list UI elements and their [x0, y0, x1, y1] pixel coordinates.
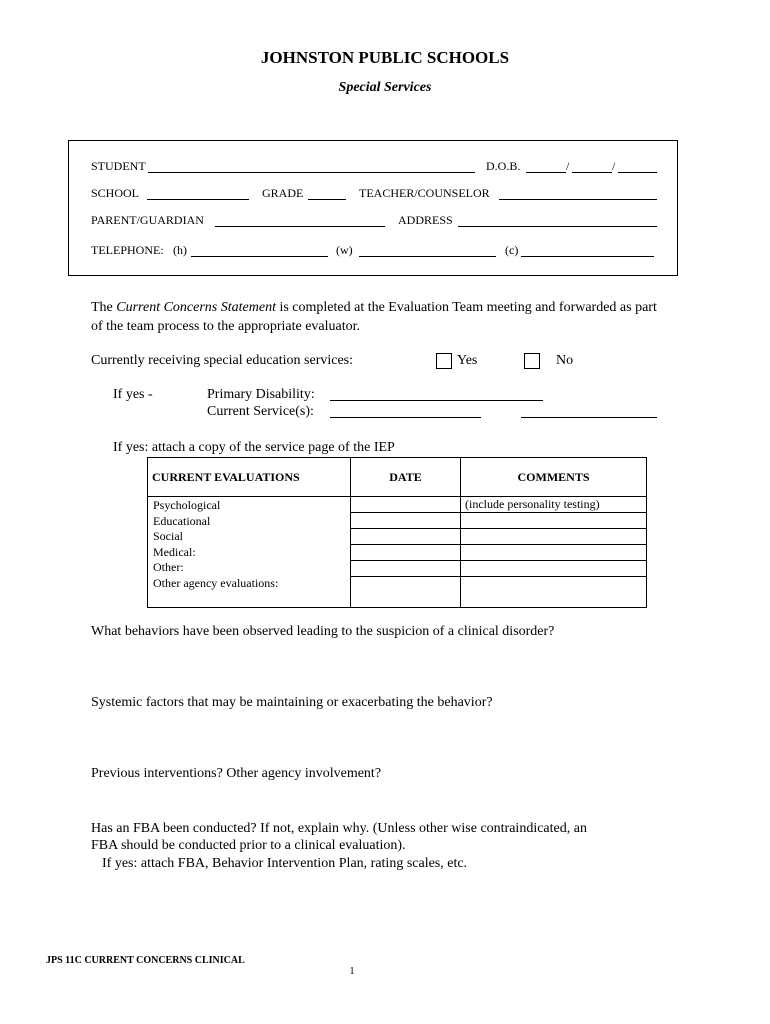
- comment-cell[interactable]: [461, 545, 646, 561]
- dob-day-field[interactable]: [572, 172, 612, 173]
- question-previous-interventions: Previous interventions? Other agency involvement?: [91, 766, 382, 781]
- table-header-row: [148, 458, 647, 497]
- teacher-label: TEACHER/COUNSELOR: [359, 186, 490, 200]
- dob-year-field[interactable]: [618, 172, 657, 173]
- current-services-field[interactable]: [330, 417, 481, 418]
- dob-month-field[interactable]: [526, 172, 566, 173]
- dob-label: D.O.B.: [486, 159, 521, 173]
- address-field[interactable]: [458, 226, 657, 227]
- form-id-footer: JPS 11C CURRENT CONCERNS CLINICAL: [46, 955, 245, 966]
- date-cell[interactable]: [351, 513, 460, 529]
- question-fba-line-3: If yes: attach FBA, Behavior Intervention Plan, rating scales, etc.: [102, 856, 468, 871]
- date-cell[interactable]: [351, 577, 460, 607]
- school-label: SCHOOL: [91, 186, 140, 200]
- intro-prefix: The: [91, 300, 117, 315]
- grade-label: GRADE: [262, 186, 304, 200]
- teacher-field[interactable]: [499, 199, 657, 200]
- cell-phone-field[interactable]: [521, 256, 654, 257]
- evaluation-types-cell: [148, 497, 351, 608]
- date-cell[interactable]: [351, 561, 460, 577]
- grade-field[interactable]: [308, 199, 346, 200]
- date-column: [351, 497, 461, 608]
- comments-header: COMMENTS: [461, 458, 647, 497]
- school-field[interactable]: [147, 199, 249, 200]
- page-title: JOHNSTON PUBLIC SCHOOLS: [260, 48, 510, 67]
- intro-line-1: [91, 300, 657, 316]
- question-systemic-factors: Systemic factors that may be maintaining or exacerbating the behavior?: [91, 695, 493, 710]
- comment-cell[interactable]: [461, 529, 646, 545]
- intro-italic: Current Concerns Statement: [116, 300, 276, 315]
- current-services-field-2[interactable]: [521, 417, 657, 418]
- student-label: STUDENT: [91, 159, 146, 173]
- current-services-label: Current Service(s):: [207, 404, 314, 419]
- home-phone-field[interactable]: [191, 256, 328, 257]
- date-cell[interactable]: [351, 497, 460, 513]
- question-behaviors: What behaviors have been observed leading to the suspicion of a clinical disorder?: [91, 624, 555, 639]
- home-phone-label: (h): [173, 243, 187, 257]
- eval-educational: Educational: [153, 513, 211, 528]
- if-yes-label: If yes -: [113, 387, 153, 402]
- intro-suffix: is completed at the Evaluation Team meeting and forwarded as part: [275, 300, 657, 315]
- comment-cell[interactable]: [461, 577, 646, 607]
- eval-medical: Medical:: [153, 544, 196, 559]
- dob-separator: /: [566, 159, 570, 173]
- parent-field[interactable]: [215, 226, 385, 227]
- attach-iep-note: If yes: attach a copy of the service page of the IEP: [113, 440, 395, 455]
- no-checkbox[interactable]: [524, 353, 540, 369]
- eval-social: Social: [153, 529, 183, 543]
- address-label: ADDRESS: [398, 213, 453, 227]
- cell-phone-label: (c): [505, 243, 519, 257]
- intro-line-2: of the team process to the appropriate evaluator.: [91, 319, 361, 334]
- yes-label: Yes: [457, 353, 478, 368]
- comment-cell[interactable]: [461, 513, 646, 529]
- question-fba-line-1: Has an FBA been conducted? If not, explain why. (Unless other wise contraindicated, an: [91, 821, 587, 836]
- table-row: [148, 497, 647, 608]
- dob-separator: /: [612, 159, 616, 173]
- primary-disability-field[interactable]: [330, 400, 543, 401]
- no-label: No: [556, 353, 574, 368]
- comment-cell[interactable]: (include personality testing): [461, 497, 646, 513]
- services-question: Currently receiving special education services:: [91, 353, 354, 368]
- comment-cell[interactable]: [461, 561, 646, 577]
- eval-psychological: Psychological: [153, 498, 221, 512]
- page-subtitle: Special Services: [338, 80, 432, 95]
- eval-other: Other:: [153, 560, 184, 574]
- primary-disability-label: Primary Disability:: [207, 387, 315, 402]
- yes-checkbox[interactable]: [436, 353, 452, 369]
- eval-other-agency: Other agency evaluations:: [153, 575, 279, 590]
- student-field[interactable]: [148, 172, 475, 173]
- evaluations-table: [147, 457, 647, 608]
- question-fba-line-2: FBA should be conducted prior to a clinical evaluation).: [91, 838, 406, 853]
- work-phone-label: (w): [336, 243, 353, 257]
- date-cell[interactable]: [351, 529, 460, 545]
- date-cell[interactable]: [351, 545, 460, 561]
- page-number: 1: [349, 966, 355, 977]
- date-header: DATE: [351, 458, 461, 497]
- parent-label: PARENT/GUARDIAN: [91, 213, 204, 227]
- comments-column: [461, 497, 647, 608]
- current-evaluations-header: CURRENT EVALUATIONS: [148, 458, 351, 497]
- telephone-label: TELEPHONE:: [91, 243, 164, 257]
- work-phone-field[interactable]: [359, 256, 496, 257]
